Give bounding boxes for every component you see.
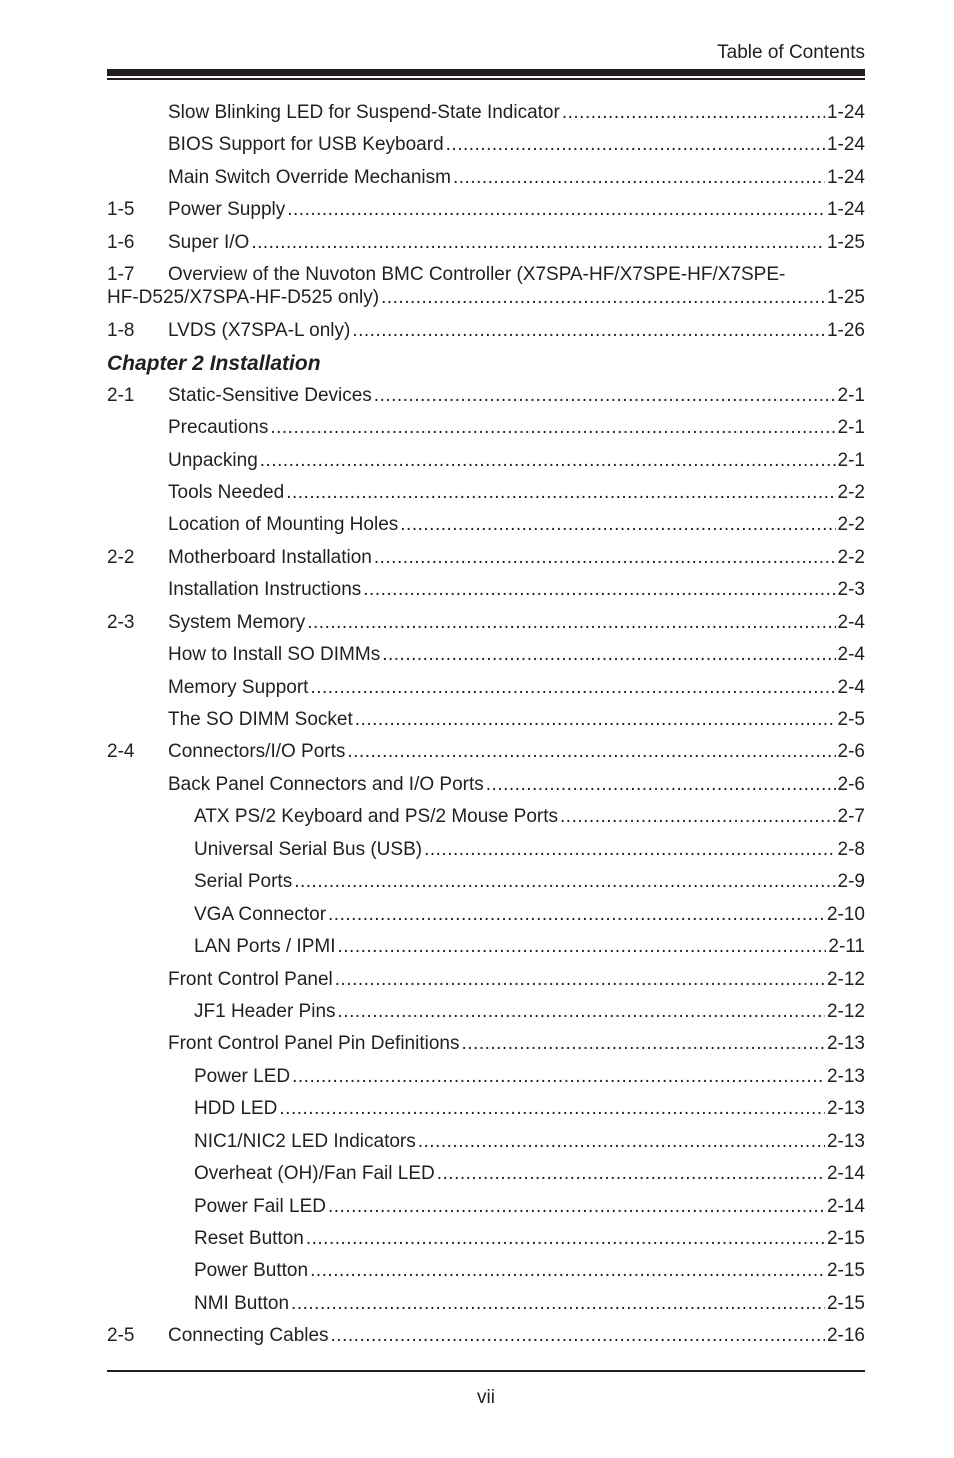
toc-entry[interactable]	[107, 100, 865, 132]
toc-entry[interactable]	[107, 577, 865, 609]
toc-entry[interactable]	[107, 415, 865, 447]
toc-entry[interactable]	[107, 967, 865, 999]
toc-entry-page: 2-14	[826, 1163, 865, 1185]
toc-leader-dots	[310, 1258, 825, 1284]
toc-entry[interactable]	[107, 772, 865, 804]
toc-entry-title: Connecting Cables	[168, 1325, 329, 1347]
toc-entry[interactable]	[107, 1323, 865, 1355]
toc-entry[interactable]	[107, 132, 865, 164]
toc-entry[interactable]	[107, 999, 865, 1031]
toc-entry-page: 1-26	[826, 320, 865, 342]
toc-entry-page: 2-4	[837, 611, 865, 633]
toc-group	[107, 100, 865, 262]
toc-entry-page: 1-24	[826, 134, 865, 156]
toc-leader-dots	[251, 230, 825, 256]
page-number: vii	[477, 1387, 495, 1408]
toc-entry-page: 1-25	[826, 287, 865, 309]
toc-entry[interactable]	[107, 610, 865, 642]
toc-entry[interactable]	[107, 869, 865, 901]
toc-entry-page: 2-12	[826, 1000, 865, 1022]
toc-entry-title: Serial Ports	[194, 871, 293, 893]
toc-entry[interactable]	[107, 1258, 865, 1290]
toc-leader-dots	[381, 285, 825, 311]
toc-leader-dots	[338, 999, 825, 1025]
toc-entry-page: 2-14	[826, 1195, 865, 1217]
toc-leader-dots	[400, 512, 835, 538]
toc-entry-page: 2-1	[837, 449, 865, 471]
toc-entry-title: Universal Serial Bus (USB)	[194, 838, 423, 860]
toc-leader-dots	[335, 967, 825, 993]
toc-entry-page: 2-13	[826, 1065, 865, 1087]
toc-leader-dots	[374, 383, 836, 409]
toc-entry[interactable]	[107, 837, 865, 869]
toc-group	[107, 318, 865, 350]
toc-leader-dots	[352, 318, 825, 344]
toc-entry-title: Power Supply	[168, 199, 286, 221]
toc-entry-title: Installation Instructions	[168, 579, 362, 601]
toc-entry-title: How to Install SO DIMMs	[168, 644, 381, 666]
toc-entry[interactable]	[107, 1129, 865, 1161]
toc-entry-title: Super I/O	[168, 231, 250, 253]
toc-entry[interactable]	[107, 707, 865, 739]
toc-entry-number: 1-5	[107, 199, 135, 221]
toc-entry-title: Front Control Panel Pin Definitions	[168, 1033, 460, 1055]
toc-entry-title: LAN Ports / IPMI	[194, 936, 336, 958]
toc-entry-title: Static-Sensitive Devices	[168, 384, 372, 406]
toc-leader-dots	[294, 869, 835, 895]
toc-leader-dots	[374, 545, 836, 571]
toc-entry-title: HDD LED	[194, 1098, 278, 1120]
toc-entry-page: 1-25	[826, 231, 865, 253]
toc-leader-dots	[307, 610, 835, 636]
toc-entry-title: Reset Button	[194, 1228, 304, 1249]
toc-entry[interactable]	[107, 448, 865, 480]
toc-entry-number: 2-1	[107, 384, 135, 406]
toc-entry[interactable]	[107, 1226, 865, 1258]
toc-leader-dots	[286, 480, 835, 506]
toc-entry[interactable]	[107, 1064, 865, 1096]
toc-entry[interactable]	[107, 902, 865, 934]
toc-entry-title: Power LED	[194, 1065, 291, 1087]
toc-entry-page: 2-8	[837, 838, 865, 860]
toc-leader-dots	[437, 1161, 825, 1187]
toc-leader-dots	[382, 642, 835, 668]
toc-entry-number: 2-2	[107, 546, 135, 568]
toc-group	[107, 383, 865, 1356]
toc-entry-title: Back Panel Connectors and I/O Ports	[168, 773, 484, 795]
toc-entry-title: Power Button	[194, 1260, 309, 1282]
toc-entry-page: 2-9	[837, 871, 865, 893]
toc-leader-dots	[446, 132, 825, 158]
toc-entry-page: 2-1	[837, 417, 865, 439]
header-rule-thin	[107, 78, 865, 80]
toc-leader-dots	[486, 772, 836, 798]
toc-leader-dots	[292, 1064, 825, 1090]
toc-entry-number: 2-5	[107, 1325, 135, 1347]
toc-entry-title: NMI Button	[194, 1292, 290, 1314]
toc-entry-page: 2-4	[837, 676, 865, 698]
running-header: Table of Contents	[717, 42, 865, 63]
toc-entry[interactable]	[107, 642, 865, 674]
toc-entry-page: 2-12	[826, 968, 865, 990]
toc-entry-title: LVDS (X7SPA-L only)	[168, 320, 351, 342]
toc-entry-title: Front Control Panel	[168, 968, 333, 990]
toc-entry-page: 2-2	[837, 481, 865, 503]
toc-entry-title: Unpacking	[168, 449, 258, 471]
toc-entry[interactable]	[107, 318, 865, 350]
toc-entry[interactable]	[107, 383, 865, 415]
toc-entry[interactable]	[107, 1161, 865, 1193]
toc-leader-dots	[291, 1291, 825, 1317]
toc-entry-page: 2-2	[837, 514, 865, 536]
toc-entry-title: Main Switch Override Mechanism	[168, 166, 451, 188]
toc-entry[interactable]	[107, 1096, 865, 1128]
toc-entry-page: 2-15	[826, 1228, 865, 1249]
toc-entry[interactable]	[107, 1031, 865, 1063]
toc-entry-title: Memory Support	[168, 676, 309, 698]
toc-leader-dots	[287, 197, 825, 223]
table-of-contents	[107, 100, 865, 1356]
toc-entry[interactable]	[107, 165, 865, 197]
toc-entry-number: 1-7	[107, 264, 135, 286]
toc-leader-dots	[260, 448, 836, 474]
toc-leader-dots	[453, 165, 825, 191]
toc-leader-dots	[355, 707, 836, 733]
toc-entry-title: Connectors/I/O Ports	[168, 741, 346, 763]
toc-entry[interactable]	[107, 739, 865, 771]
toc-entry-page: 2-15	[826, 1260, 865, 1282]
toc-entry-page: 2-13	[826, 1098, 865, 1120]
toc-entry-title: Overheat (OH)/Fan Fail LED	[194, 1163, 435, 1185]
toc-entry[interactable]	[107, 197, 865, 229]
toc-entry[interactable]	[107, 480, 865, 512]
footer-rule	[107, 1370, 865, 1372]
toc-entry[interactable]	[107, 675, 865, 707]
toc-entry-page: 2-4	[837, 644, 865, 666]
toc-entry[interactable]	[107, 512, 865, 544]
toc-entry-page: 2-11	[828, 936, 865, 958]
toc-leader-dots	[279, 1096, 825, 1122]
toc-entry-title-line2: HF-D525/X7SPA-HF-D525 only)	[107, 287, 380, 309]
header-rule-thick	[107, 69, 865, 76]
toc-entry-number: 1-8	[107, 320, 135, 342]
toc-leader-dots	[562, 100, 825, 126]
toc-entry-page: 1-24	[826, 166, 865, 188]
toc-entry-title: BIOS Support for USB Keyboard	[168, 134, 444, 156]
toc-entry-page: 2-10	[826, 903, 865, 925]
toc-entry-title: NIC1/NIC2 LED Indicators	[194, 1130, 416, 1152]
toc-leader-dots	[424, 837, 835, 863]
toc-entry-title: JF1 Header Pins	[194, 1000, 336, 1022]
toc-entry-page: 2-16	[826, 1325, 865, 1347]
toc-entry-number: 1-6	[107, 231, 135, 253]
toc-leader-dots	[347, 739, 835, 765]
toc-entry-page: 1-24	[826, 102, 865, 123]
toc-entry-title: Tools Needed	[168, 481, 285, 503]
toc-leader-dots	[560, 804, 836, 830]
toc-entry-page: 2-6	[837, 773, 865, 795]
toc-entry[interactable]	[107, 1291, 865, 1323]
toc-entry-title: VGA Connector	[194, 903, 327, 925]
toc-entry-title: Power Fail LED	[194, 1195, 326, 1217]
toc-entry[interactable]	[107, 934, 865, 966]
toc-leader-dots	[418, 1129, 825, 1155]
toc-entry-page: 2-13	[826, 1130, 865, 1152]
toc-entry-title: Slow Blinking LED for Suspend-State Indicator	[168, 102, 560, 123]
toc-leader-dots	[310, 675, 835, 701]
toc-leader-dots	[328, 1194, 825, 1220]
chapter-heading[interactable]: Chapter 2 Installation	[107, 351, 321, 375]
toc-entry[interactable]	[107, 1194, 865, 1226]
toc-entry-title: Precautions	[168, 417, 269, 439]
toc-entry[interactable]	[107, 545, 865, 577]
toc-entry-title-line1: Overview of the Nuvoton BMC Controller (X7SPA-HF/X7SPE-HF/X7SPE-	[168, 264, 786, 286]
toc-entry-page: 2-1	[837, 384, 865, 406]
toc-entry-title: System Memory	[168, 611, 306, 633]
toc-entry[interactable]	[107, 804, 865, 836]
toc-entry-page: 2-2	[837, 546, 865, 568]
toc-entry[interactable]	[107, 230, 865, 262]
toc-entry-page: 2-3	[837, 579, 865, 601]
toc-entry-page: 1-24	[826, 199, 865, 221]
toc-entry-number: 2-4	[107, 741, 135, 763]
toc-entry-page: 2-13	[826, 1033, 865, 1055]
toc-entry-title: The SO DIMM Socket	[168, 709, 353, 730]
toc-entry-number: 2-3	[107, 611, 135, 633]
toc-entry-page: 2-15	[826, 1292, 865, 1314]
toc-entry-page: 2-5	[837, 709, 865, 730]
toc-leader-dots	[328, 902, 825, 928]
toc-entry-page: 2-6	[837, 741, 865, 763]
toc-leader-dots	[270, 415, 835, 441]
toc-entry-title: ATX PS/2 Keyboard and PS/2 Mouse Ports	[194, 806, 559, 828]
toc-leader-dots	[363, 577, 835, 603]
toc-entry-title: Location of Mounting Holes	[168, 514, 399, 536]
toc-leader-dots	[337, 934, 826, 960]
toc-leader-dots	[306, 1226, 825, 1252]
toc-entry-page: 2-7	[837, 806, 865, 828]
toc-entry-wrapped[interactable]	[107, 262, 865, 318]
toc-entry-title: Motherboard Installation	[168, 546, 372, 568]
toc-leader-dots	[461, 1031, 824, 1057]
toc-leader-dots	[331, 1323, 825, 1349]
